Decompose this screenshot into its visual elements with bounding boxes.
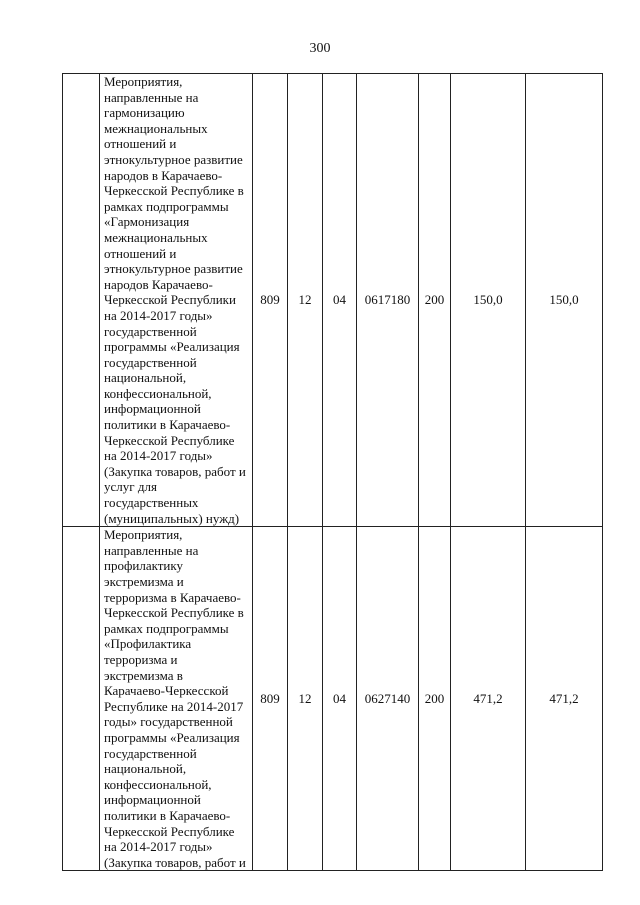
description-line: рамках подпрограммы [104,198,229,214]
table-row [63,74,603,527]
subsection-code-cell: 04 [323,527,357,871]
description-line: государственной [104,323,197,339]
description-line: экстремизма и [104,574,184,589]
description-cell [100,527,253,871]
description-line: профилактику [104,558,184,574]
row-number-cell [63,527,100,871]
amount-2-cell: 150,0 [526,74,603,527]
description-line: Черкесской Республики [104,292,236,308]
row-number-cell [63,74,100,527]
description-line: годы» государственной [104,714,233,730]
description-cell [100,74,253,527]
description-line: Черкесской Республике [104,432,235,448]
amount-2-cell: 471,2 [526,527,603,871]
description-line: Черкесской Республике [104,823,235,839]
description-line: политики в Карачаево- [104,417,231,433]
description-line: экстремизма в [104,667,183,683]
description-text [104,74,249,526]
description-line: информационной [104,401,201,417]
description-line: Республике на 2014-2017 [104,698,244,714]
amount-1-cell: 150,0 [451,74,526,527]
subsection-code-cell: 04 [323,74,357,527]
description-line: межнациональных [104,120,208,136]
ministry-code-cell: 809 [253,527,288,871]
description-line: программы «Реализация [104,729,240,745]
description-line: терроризма в Карачаево- [104,589,241,605]
description-line: (Закупка товаров, работ и [104,854,246,870]
description-line: (Закупка товаров, работ и [104,463,246,479]
description-line: «Гармонизация [104,214,190,230]
description-line: направленные на [104,89,199,105]
description-line: этнокультурное развитие [104,151,243,167]
description-line: «Профилактика [104,636,192,652]
description-line: отношений и [104,245,177,261]
budget-table [62,73,603,871]
description-line: отношений и [104,136,177,152]
description-line: рамках подпрограммы [104,620,229,636]
description-line: терроризма и [104,651,178,667]
expense-type-cell: 200 [419,527,451,871]
description-line: народов Карачаево- [104,276,213,292]
description-line: политики в Карачаево- [104,807,231,823]
description-line: государственной [104,745,197,761]
description-line: Черкесской Республике в [104,183,244,199]
description-line: Черкесской Республике в [104,605,244,621]
description-line: на 2014-2017 годы» [104,448,213,464]
description-line: национальной, [104,761,187,777]
description-line: народов в Карачаево- [104,167,223,183]
description-line: на 2014-2017 годы» [104,839,213,855]
description-line: Мероприятия, [104,527,183,543]
description-line: на 2014-2017 годы» [104,307,213,323]
description-line: межнациональных [104,229,208,245]
target-article-cell: 0617180 [357,74,419,527]
page-number: 300 [309,41,331,56]
description-line: направленные на [104,542,199,558]
section-code-cell: 12 [288,74,323,527]
description-line: национальной, [104,370,187,386]
amount-1-cell: 471,2 [451,527,526,871]
expense-type-cell: 200 [419,74,451,527]
description-line: программы «Реализация [104,339,240,355]
description-line: (муниципальных) нужд) [104,510,240,526]
description-line: конфессиональной, [104,385,212,401]
ministry-code-cell: 809 [253,74,288,527]
description-line: этнокультурное развитие [104,261,243,277]
description-line: государственных [104,495,199,511]
description-line: гармонизацию [104,105,185,121]
description-text [104,527,249,870]
table-row [63,527,603,871]
description-line: конфессиональной, [104,776,212,792]
section-code-cell: 12 [288,527,323,871]
description-line: услуг для [104,479,157,495]
description-line: государственной [104,354,197,370]
target-article-cell: 0627140 [357,527,419,871]
description-line: Карачаево-Черкесской [104,683,229,699]
description-line: информационной [104,792,201,808]
description-line: Мероприятия, [104,74,183,89]
